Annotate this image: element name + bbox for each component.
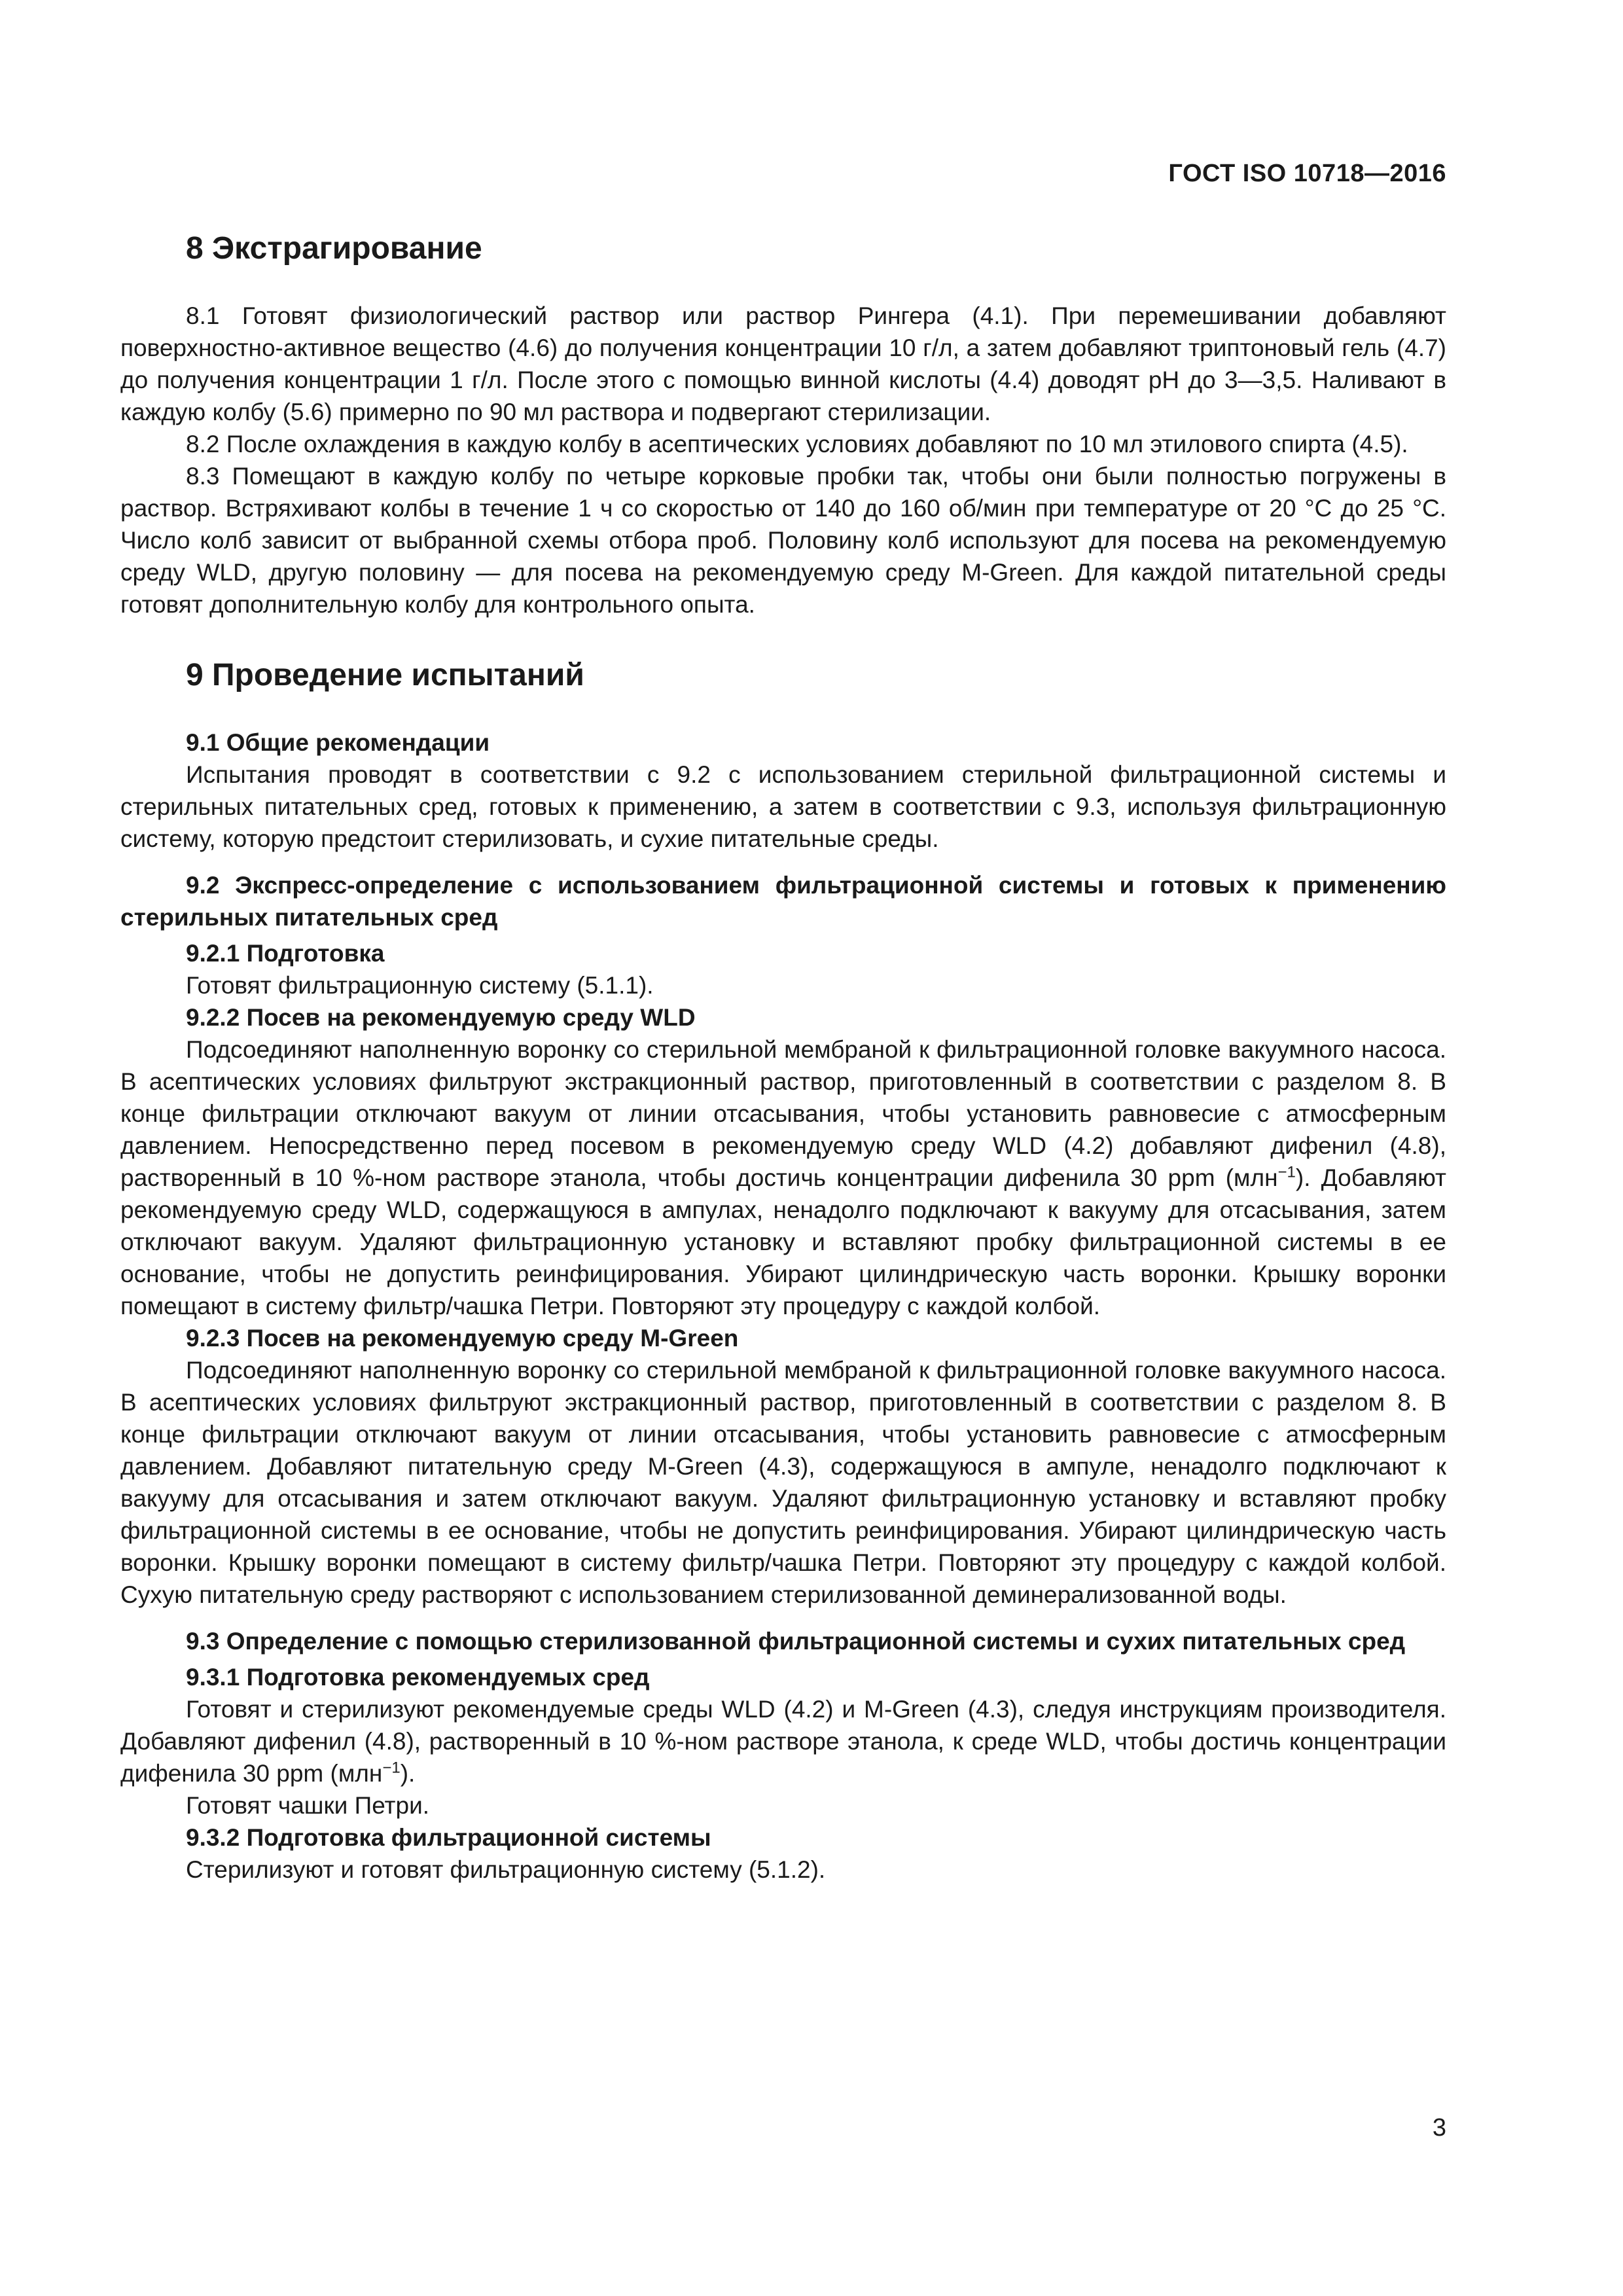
- subsection-9-1-heading: 9.1 Общие рекомендации: [186, 729, 490, 756]
- document-body: [120, 229, 1446, 1886]
- subsection-9-3-1-heading: 9.3.1 Подготовка рекомендуемых сред: [186, 1664, 650, 1691]
- section-9-heading: 9 Проведение испытаний: [186, 658, 584, 692]
- paragraph-9-3-1-petri: Готовят чашки Петри.: [186, 1792, 430, 1819]
- paragraph-9-1: Испытания проводят в соответствии с 9.2 с использованием стерильной фильтрационной системы и стерильных питательных сред, готовых к применению, а затем в соответствии с 9.3, используя фильтрационную систему, которую предстоит стерилизовать, и сухие питательные среды.: [120, 761, 1446, 852]
- paragraph-9-2-1: Готовят фильтрационную систему (5.1.1).: [186, 972, 654, 999]
- subsection-9-2-3-heading: 9.2.3 Посев на рекомендуемую среду M-Green: [186, 1325, 739, 1352]
- paragraph-8-3: 8.3 Помещают в каждую колбу по четыре корковые пробки так, чтобы они были полностью погружены в раствор. Встряхивают колбы в течение 1 ч со скоростью от 140 до 160 об/мин при температуре от 20 °С до 25 °С. Число колб зависит от выбранной схемы отбора проб. Половину колб используют для посева на рекомендуемую среду WLD, другую половину — для посева на рекомендуемую среду M-Green. Для каждой питательной среды готовят дополнительную колбу для контрольного опыта.: [120, 463, 1446, 618]
- subsection-9-2-2-heading: 9.2.2 Посев на рекомендуемую среду WLD: [186, 1004, 696, 1031]
- paragraph-9-3-1-part-b: ).: [400, 1760, 416, 1787]
- subsection-9-3-2-heading: 9.3.2 Подготовка фильтрационной системы: [186, 1824, 711, 1851]
- paragraph-9-3-1: [120, 1693, 1446, 1789]
- superscript-minus-one: −1: [382, 1759, 401, 1777]
- superscript-minus-one: −1: [1277, 1163, 1296, 1181]
- paragraph-8-1: 8.1 Готовят физиологический раствор или раствор Рингера (4.1). При перемешивании добавляют поверхностно-активное вещество (4.6) до получения концентрации 10 г/л, а затем добавляют триптоновый гель (4.7) до получения концентрации 1 г/л. После этого с помощью винной кислоты (4.4) доводят pH до 3—3,5. Наливают в каждую колбу (5.6) примерно по 90 мл раствора и подвергают стерилизации.: [120, 302, 1446, 425]
- paragraph-9-3-2: Стерилизуют и готовят фильтрационную систему (5.1.2).: [186, 1856, 826, 1883]
- subsection-9-3-heading: 9.3 Определение с помощью стерилизованной фильтрационной системы и сухих питательных сред: [186, 1628, 1406, 1655]
- paragraph-8-2: 8.2 После охлаждения в каждую колбу в асептических условиях добавляют по 10 мл этилового спирта (4.5).: [186, 431, 1408, 457]
- subsection-9-2-heading: 9.2 Экспресс-определение с использованием фильтрационной системы и готовых к применению стерильных питательных сред: [120, 872, 1446, 931]
- page-number: 3: [1432, 2114, 1446, 2142]
- paragraph-9-2-2-part-a: Подсоединяют наполненную воронку со стерильной мембраной к фильтрационной головке вакуумного насоса. В асептических условиях фильтруют экстракционный раствор, приготовленный в соответствии с разделом 8. В конце фильтрации отключают вакуум от линии отсасывания, чтобы установить равновесие с атмосферным давлением. Непосредственно перед посевом в рекомендуемую среду WLD (4.2) добавляют дифенил (4.8), растворенный в 10 %-ном растворе этанола, чтобы достичь концентрации дифенила 30 ppm (млн: [120, 1036, 1446, 1191]
- paragraph-9-2-3: Подсоединяют наполненную воронку со стерильной мембраной к фильтрационной головке вакуумного насоса. В асептических условиях фильтруют экстракционный раствор, приготовленный в соответствии с разделом 8. В конце фильтрации отключают вакуум от линии отсасывания, чтобы установить равновесие с атмосферным давлением. Добавляют питательную среду M-Green (4.3), содержащуюся в ампуле, ненадолго подключают к вакууму для отсасывания и затем отключают вакуум. Удаляют фильтрационную установку и вставляют пробку фильтрационной системы в ее основание, чтобы не допустить реинфицирования. Убирают цилиндрическую часть воронки. Крышку воронки помещают в систему фильтр/чашка Петри. Повторяют эту процедуру с каждой колбой. Сухую питательную среду растворяют с использованием стерилизованной деминерализованной воды.: [120, 1357, 1446, 1608]
- paragraph-9-3-1-part-a: Готовят и стерилизуют рекомендуемые среды WLD (4.2) и M-Green (4.3), следуя инструкциям производителя. Добавляют дифенил (4.8), растворенный в 10 %-ном растворе этанола, к среде WLD, чтобы достичь концентрации дифенила 30 ppm (млн: [120, 1696, 1446, 1787]
- document-code-header: ГОСТ ISO 10718—2016: [1168, 160, 1446, 187]
- paragraph-9-2-2: [120, 1033, 1446, 1322]
- subsection-9-2-1-heading: 9.2.1 Подготовка: [186, 940, 385, 967]
- section-8-heading: 8 Экстрагирование: [186, 231, 482, 266]
- paragraph-9-2-2-part-b: ). Добавляют рекомендуемую среду WLD, содержащуюся в ампулах, ненадолго подключают к вакууму для отсасывания, затем отключают вакуум. Удаляют фильтрационную установку и вставляют пробку фильтрационной системы в ее основание, чтобы не допустить реинфицирования. Убирают цилиндрическую часть воронки. Крышку воронки помещают в систему фильтр/чашка Петри. Повторяют эту процедуру с каждой колбой.: [120, 1164, 1446, 1319]
